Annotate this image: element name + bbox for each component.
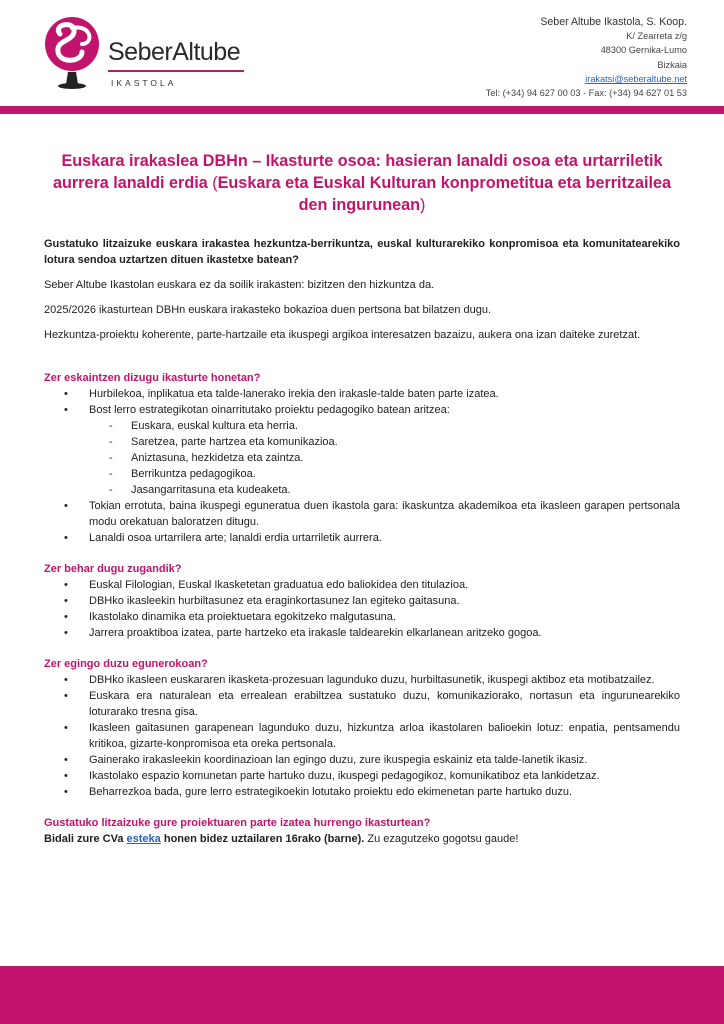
- offer-list: [44, 386, 680, 546]
- top-accent-bar: [0, 106, 724, 114]
- intro-paragraph-1: Seber Altube Ikastolan euskara ez da soilik irakasten: bizitzen den hizkuntza da.: [44, 279, 435, 291]
- intro-paragraph-2: 2025/2026 ikasturtean DBHn euskara irakasteko bokazioa duen pertsona bat bilatzen dugu.: [44, 304, 492, 316]
- list-item: • Lanaldi osoa urtarrilera arte; lanaldi erdia urtarriletik aurrera.: [44, 530, 680, 546]
- daily-heading: Zer egingo duzu egunerokoan?: [44, 658, 208, 670]
- list-item: • Jarrera proaktiboa izatea, parte hartzeko eta irakasle taldearekin elkarlanean aritzeko gogoa.: [44, 625, 680, 641]
- list-item: • Euskal Filologian, Euskal Ikasketetan graduatua edo baliokidea den titulazioa.: [44, 577, 680, 593]
- application-link[interactable]: esteka: [126, 833, 161, 845]
- offer-heading: Zer eskaintzen dizugu ikasturte honetan?: [44, 372, 261, 384]
- strategic-line: - Jasangarritasuna eta kudeaketa.: [89, 482, 680, 498]
- intro-question: Gustatuko litzaizuke euskara irakastea hezkuntza-berrikuntza, euskal kulturarekiko konpromisoa eta komunitatearekiko lotura sendoa uztartzen dituen ikastetxe batean?: [44, 238, 680, 266]
- strategic-line: - Berrikuntza pedagogikoa.: [89, 466, 680, 482]
- requirements-list: [44, 577, 680, 641]
- list-item: • Tokian errotuta, baina ikuspegi eguneratua duen ikastola gara: ikaskuntza akademikoa eta ikasleen garapen pertsonala modu orekatuan baloratzen ditugu.: [44, 498, 680, 530]
- title-secondary: Euskara eta Euskal Kulturan konprometitua eta berritzailea den ingurunean: [217, 174, 672, 214]
- street-address: K/ Zearreta z/g: [626, 31, 687, 42]
- logo-wordmark: SeberAltube: [108, 38, 241, 66]
- strategic-line: - Euskara, euskal kultura eta herria.: [89, 418, 680, 434]
- bottom-accent-bar: [0, 966, 724, 1024]
- title-paren-open: (: [212, 174, 218, 192]
- contact-block: [486, 15, 687, 100]
- list-item: • Ikastolako dinamika eta proiektuetara egokitzeko malgutasuna.: [44, 609, 680, 625]
- list-item: • Ikastolako espazio komunetan parte hartuko duzu, ikuspegi pedagogikoz, komunikatiboz eta lankidetzaz.: [44, 768, 680, 784]
- cta-before: Bidali zure CVa: [44, 833, 127, 845]
- list-item: • Beharrezkoa bada, gure lerro estrategikoekin lotutako proiektu edo ekimenetan parte hartuko duzu.: [44, 784, 680, 800]
- daily-list: [44, 672, 680, 800]
- city: 48300 Gernika-Lumo: [600, 45, 687, 56]
- spacer: [44, 800, 680, 815]
- spacer: [44, 352, 680, 370]
- list-item: • DBHko ikasleen euskararen ikasketa-prozesuan lagunduko duzu, hurbiltasunetik, ikuspegi aktiboz eta motibatzailez.: [44, 672, 680, 688]
- intro-paragraph-3: Hezkuntza-proiektu koherente, parte-hartzaile eta ikuspegi argikoa interesatzen bazaizu, aukera ona izan daiteke zuretzat.: [44, 329, 641, 341]
- list-item: • Euskara era naturalean eta errealean erabiltzea sustatuko duzu, komunikaziorako, nortasun eta ingurunearekiko loturarako tresna gisa.: [44, 688, 680, 720]
- list-item: • Gainerako irakasleekin koordinazioan lan egingo duzu, zure ikuspegia eskainiz eta talde-lanetik ikasiz.: [44, 752, 680, 768]
- closing-heading: Gustatuko litzaizuke gure proiektuaren parte izatea hurrengo ikasturtean?: [44, 817, 431, 829]
- list-item: [44, 402, 680, 498]
- company-name: Seber Altube Ikastola, S. Koop.: [540, 16, 687, 28]
- spacer: [44, 641, 680, 656]
- title-paren-close: ): [420, 196, 426, 214]
- logo-underline: [108, 70, 244, 72]
- page-title: [44, 150, 680, 216]
- spacer: [44, 546, 680, 561]
- phone-fax: Tel: (+34) 94 627 00 03 · Fax: (+34) 94 627 01 53: [485, 88, 687, 99]
- cta-tail: Zu ezagutzeko gogotsu gaude!: [364, 833, 519, 845]
- call-to-action: [44, 831, 680, 847]
- cta-after: honen bidez uztailaren 16rako (barne).: [160, 833, 365, 845]
- strategic-line: - Aniztasuna, hezkidetza eta zaintza.: [89, 450, 680, 466]
- logo-subtitle: IKASTOLA: [111, 78, 177, 88]
- document-body: [44, 150, 680, 847]
- strategic-lines-list: [89, 418, 680, 498]
- cta-text: [44, 833, 364, 845]
- list-item: • Hurbilekoa, inplikatua eta talde-lanerako irekia den irakasle-talde baten parte izatea.: [44, 386, 680, 402]
- list-item: • Ikasleen gaitasunen garapenean lagunduko duzu, hizkuntza arloa ikastolaren balioekin lotuz: enpatia, pentsamendu kritikoa, gizarte-konpromisoa eta oreka pertsonala.: [44, 720, 680, 752]
- province: Bizkaia: [657, 59, 687, 70]
- title-main: Euskara irakaslea DBHn – Ikasturte osoa: hasieran lanaldi osoa eta urtarriletik aurrera lanaldi erdia: [52, 152, 663, 192]
- email-link[interactable]: irakatsi@seberaltube.net: [585, 73, 687, 84]
- list-item-text: Bost lerro estrategikotan oinarritutako proiektu pedagogiko batean aritzea:: [89, 404, 450, 416]
- strategic-line: - Saretzea, parte hartzea eta komunikazioa.: [89, 434, 680, 450]
- requirements-heading: Zer behar dugu zugandik?: [44, 563, 182, 575]
- list-item: • DBHko ikasleekin hurbiltasunez eta eraginkortasunez lan egiteko gaitasuna.: [44, 593, 680, 609]
